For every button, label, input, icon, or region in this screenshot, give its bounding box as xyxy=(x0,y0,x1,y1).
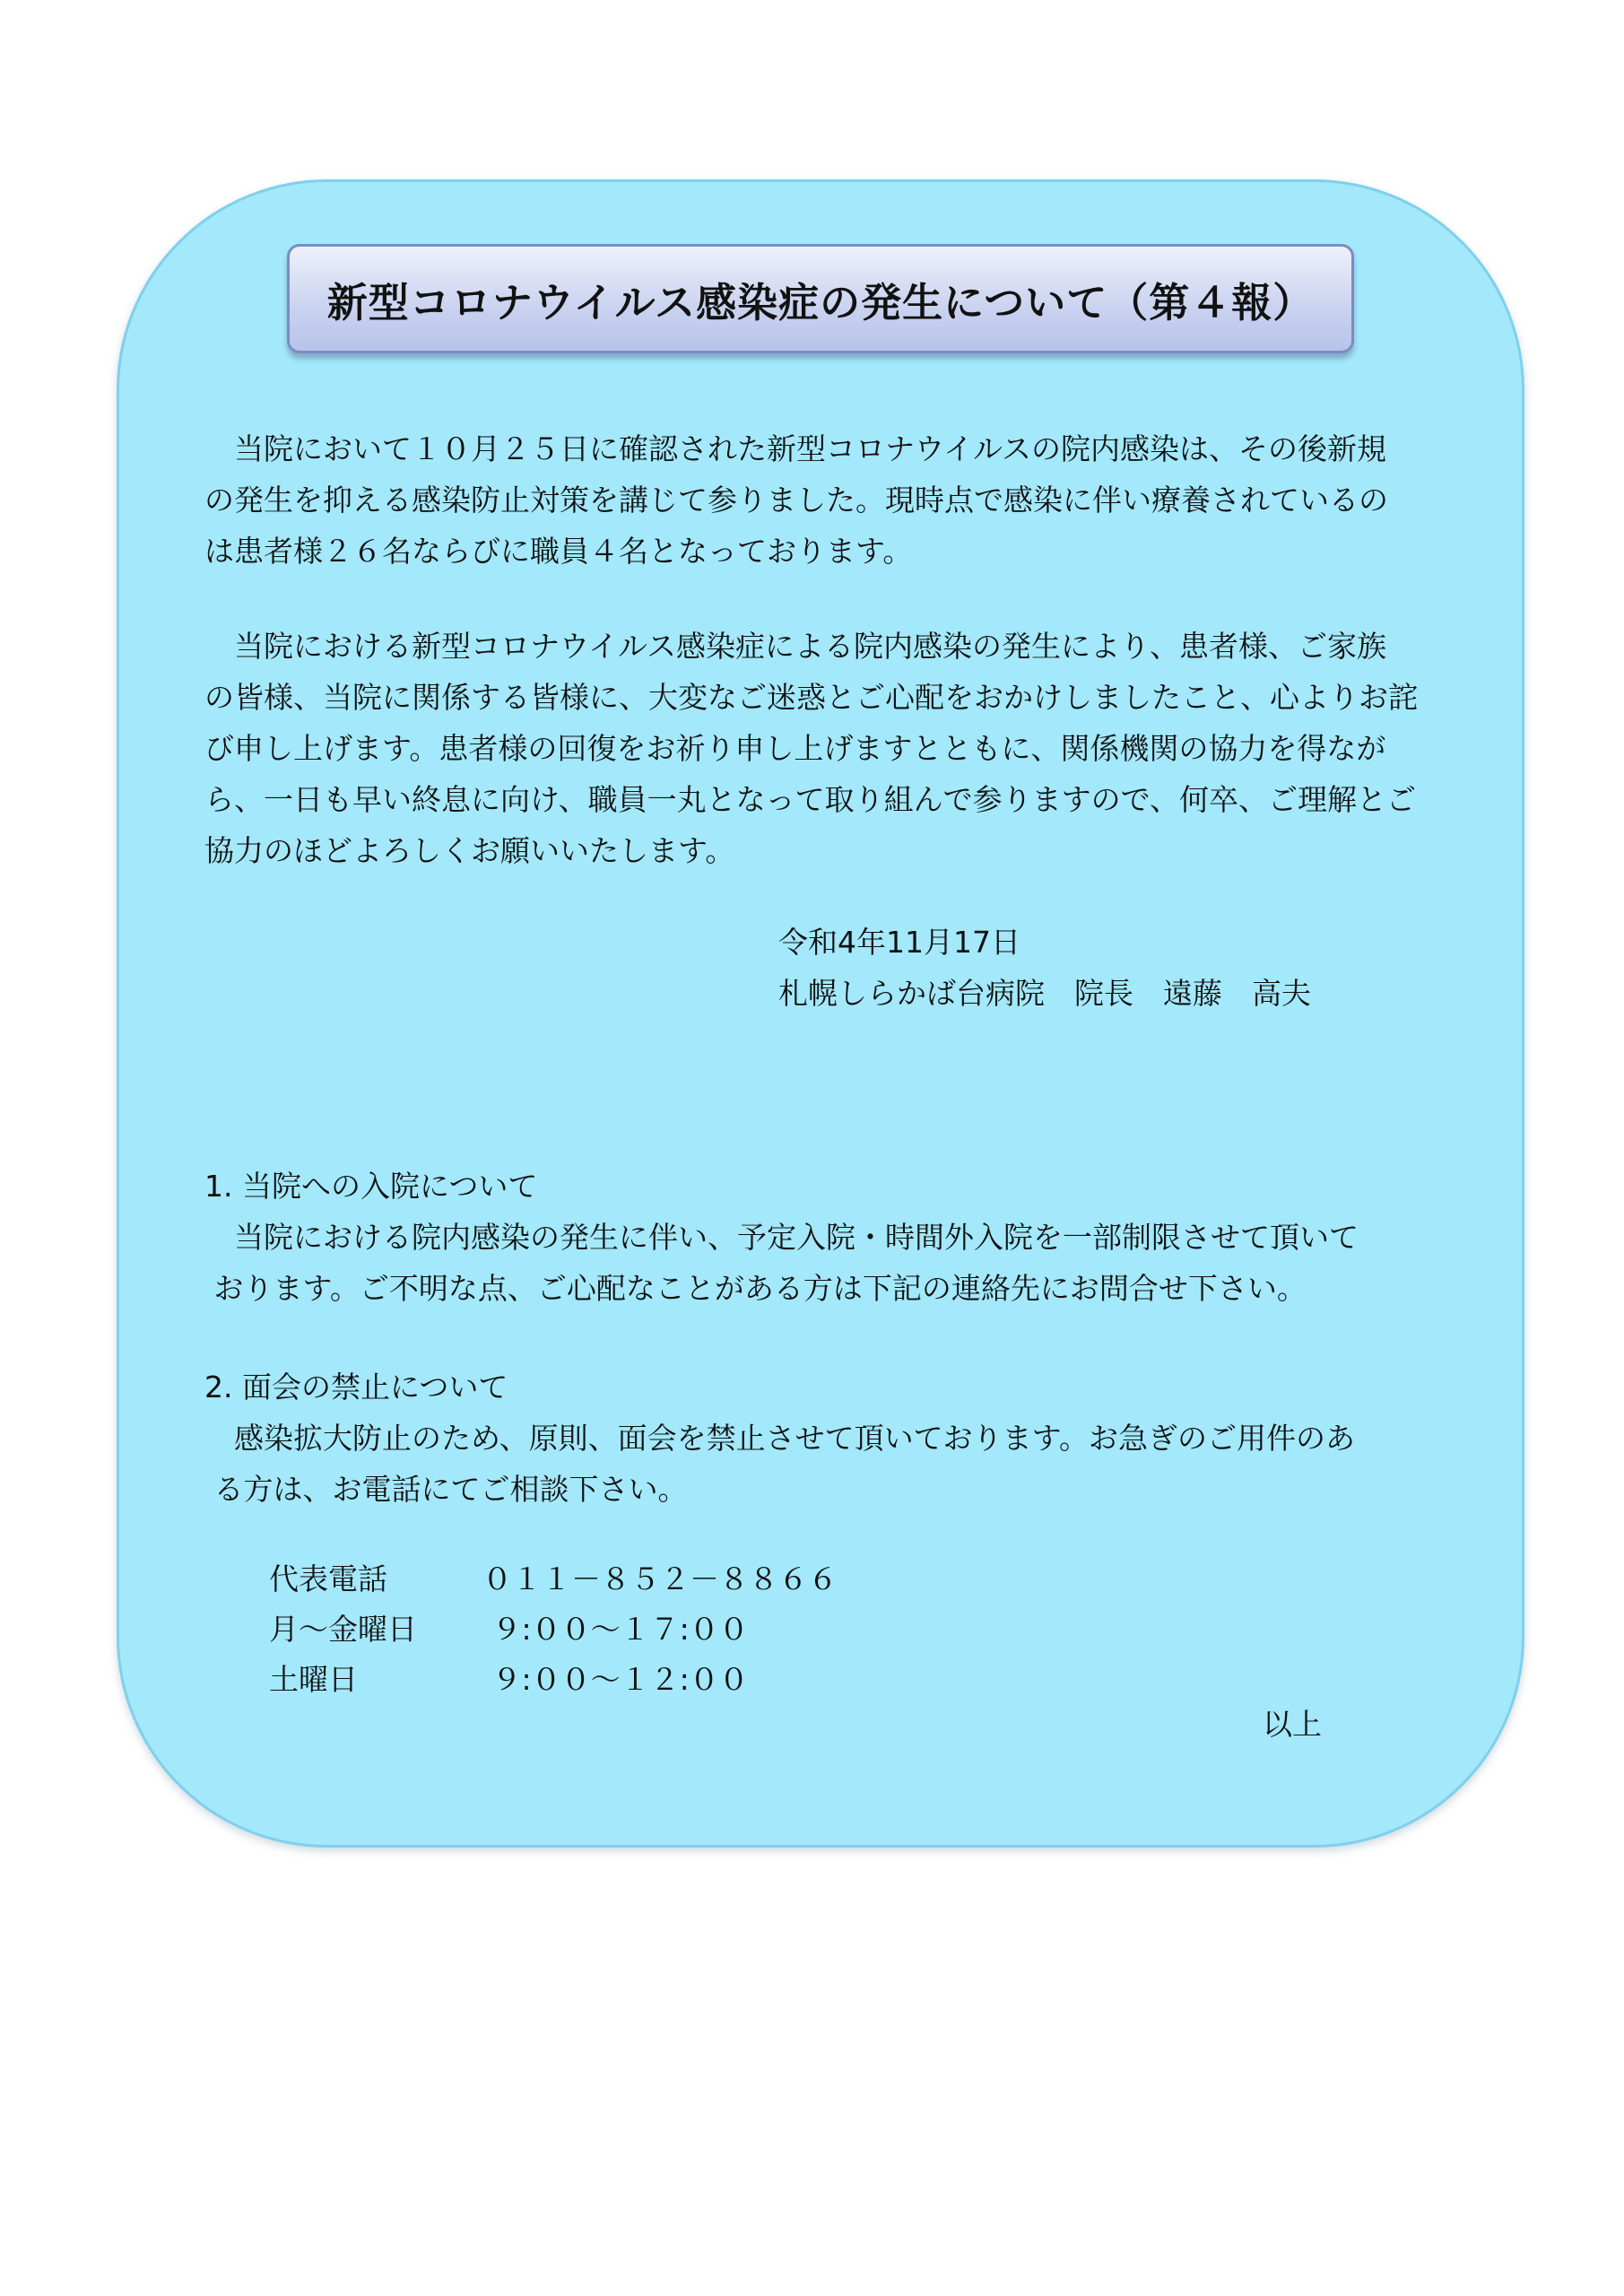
contact-phone-number: ０１１－８５２－８８６６ xyxy=(482,1561,838,1596)
section-2-heading: 2. 面会の禁止について xyxy=(204,1370,508,1405)
title-banner xyxy=(287,244,1354,353)
closing-mark: 以上 xyxy=(1263,1707,1322,1742)
section-1-heading: 1. 当院への入院について xyxy=(204,1169,538,1204)
contact-weekday-hours: ９:００～１７:００ xyxy=(482,1612,749,1647)
contact-row-phone xyxy=(269,1554,838,1605)
contact-row-weekday-hours xyxy=(269,1605,838,1655)
contact-label: 月～金曜日 xyxy=(269,1612,417,1647)
notice-paragraph-1: 当院において１０月２５日に確認された新型コロナウイルスの院内感染は、その後新規 の発生を抑える感染防止対策を講じて参りました。現時点で感染に伴い療養されているの は患者様２６名ならびに職員４名となっております。 xyxy=(204,431,1388,569)
contact-row-saturday-hours xyxy=(269,1655,838,1705)
section-1-body: 当院における院内感染の発生に伴い、予定入院・時間外入院を一部制限させて頂いて おります。ご不明な点、ご心配なことがある方は下記の連絡先にお問合せ下さい。 xyxy=(213,1220,1359,1306)
notice-paragraph-2: 当院における新型コロナウイルス感染症による院内感染の発生により、患者様、ご家族 の皆様、当院に関係する皆様に、大変なご迷惑とご心配をおかけしましたこと、心よりお詫 び申し上げます。患者様の回復をお祈り申し上げますとともに、関係機関の協力を得なが ら、一日も早い終息に向け、職員一丸となって取り組んで参りますので、何卒、ご理解とご 協力のほどよろしくお願いいたします。 xyxy=(204,629,1418,868)
contact-label: 土曜日 xyxy=(269,1662,358,1697)
signature: 札幌しらかば台病院 院長 遠藤 高夫 xyxy=(778,976,1311,1011)
contact-info xyxy=(269,1554,838,1705)
issue-date: 令和4年11月17日 xyxy=(778,925,1020,960)
notice-title: 新型コロナウイルス感染症の発生について（第４報） xyxy=(326,278,1315,326)
contact-label: 代表電話 xyxy=(269,1561,387,1596)
contact-saturday-hours: ９:００～１２:００ xyxy=(482,1662,749,1697)
section-2-body: 感染拡大防止のため、原則、面会を禁止させて頂いております。お急ぎのご用件のあ る方は、お電話にてご相談下さい。 xyxy=(213,1421,1356,1507)
